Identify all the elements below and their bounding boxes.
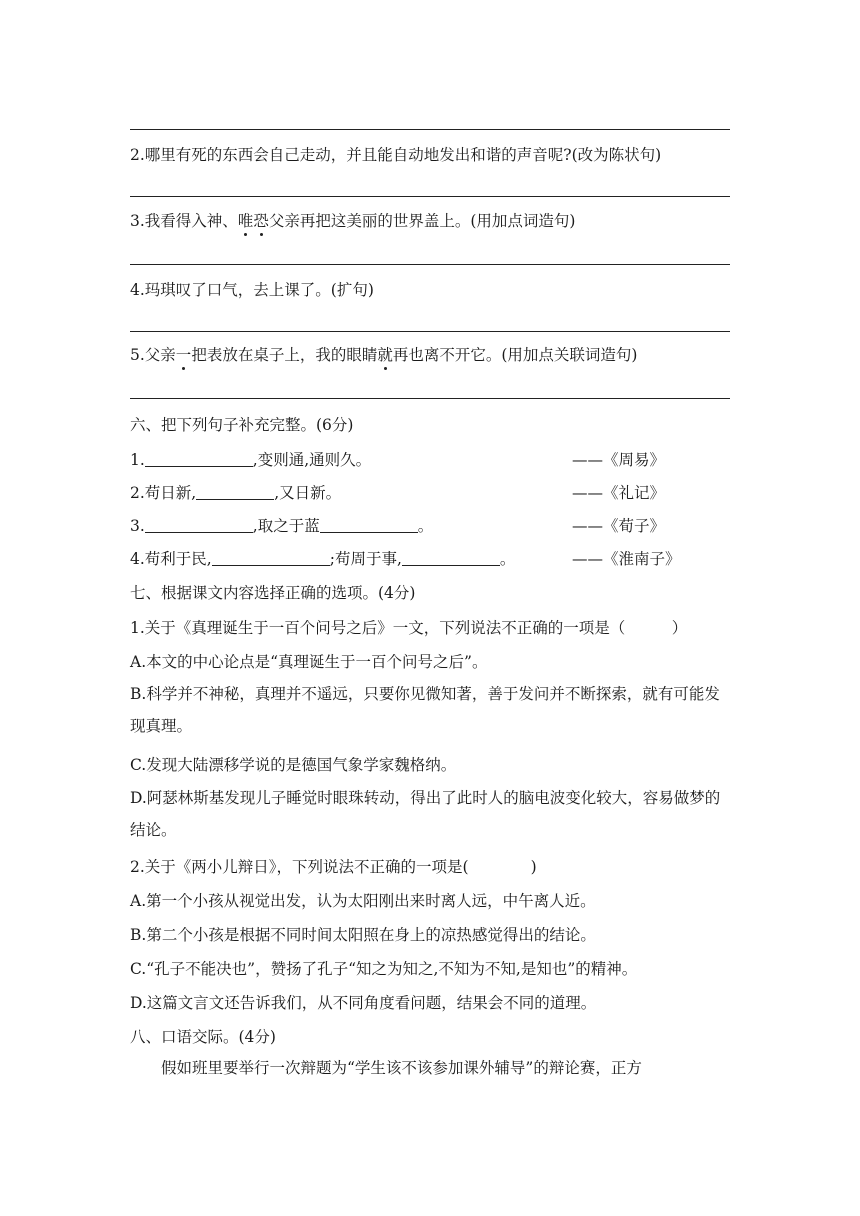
question-2: 2.哪里有死的东西会自己走动，并且能自动地发出和谐的声音呢?(改为陈状句) xyxy=(130,146,662,164)
question-5: 5.父亲一把表放在桌子上，我的眼睛就再也离不开它。(用加点关联词造句) xyxy=(130,346,638,364)
answer-line-4 xyxy=(130,331,730,332)
section-7-title: 七、根据课文内容选择正确的选项。(4分) xyxy=(130,584,416,602)
section-8-title: 八、口语交际。(4分) xyxy=(130,1028,276,1046)
answer-line-1 xyxy=(130,129,730,130)
section-8-paragraph: 假如班里要举行一次辩题为“学生该不该参加课外辅导”的辩论赛，正方 xyxy=(161,1059,642,1077)
choice-question-1: 1.关于《真理诞生于一百个问号之后》一文，下列说法不正确的一项是（ ） xyxy=(130,619,688,637)
dotted-char: 恐 xyxy=(253,212,269,230)
option-2a: A.第一个小孩从视觉出发，认为太阳刚出来时离人远，中午离人近。 xyxy=(130,892,596,910)
answer-line-2 xyxy=(130,196,730,197)
question-3: 3.我看得入神、唯恐父亲再把这美丽的世界盖上。(用加点词造句) xyxy=(130,212,576,230)
blank[interactable] xyxy=(212,549,330,566)
blank[interactable] xyxy=(402,549,500,566)
option-1d: D.阿瑟林斯基发现儿子睡觉时眼珠转动，得出了此时人的脑电波变化较大，容易做梦的结论。 xyxy=(130,789,721,839)
source-zhouyi: ——《周易》 xyxy=(572,451,666,469)
fill-item-1: 1. ,变则通,通则久。 xyxy=(130,451,372,469)
option-2d: D.这篇文言文还告诉我们，从不同角度看问题，结果会不同的道理。 xyxy=(130,994,597,1012)
fill-item-3: 3. ,取之于蓝 。 xyxy=(130,517,434,535)
option-1c: C.发现大陆漂移学说的是德国气象学家魏格纳。 xyxy=(130,756,457,774)
source-huainanzi: ——《淮南子》 xyxy=(572,550,681,568)
answer-line-5 xyxy=(130,398,730,399)
source-xunzi: ——《荀子》 xyxy=(572,517,666,535)
choice-question-2: 2.关于《两小儿辩日》，下列说法不正确的一项是( ) xyxy=(130,858,537,876)
option-1a: A.本文的中心论点是“真理诞生于一百个问号之后”。 xyxy=(130,653,488,671)
dotted-char: 就 xyxy=(377,346,393,364)
blank[interactable] xyxy=(196,483,274,500)
source-liji: ——《礼记》 xyxy=(572,484,666,502)
answer-line-3 xyxy=(130,264,730,265)
fill-item-2: 2.苟日新, ,又日新。 xyxy=(130,484,342,502)
dotted-char: 唯 xyxy=(237,212,254,230)
dotted-char: 一 xyxy=(175,346,192,364)
option-1b: B.科学并不神秘，真理并不遥远，只要你见微知著，善于发问并不断探索，就有可能发现真理。 xyxy=(130,685,720,735)
blank[interactable] xyxy=(320,516,418,533)
blank[interactable] xyxy=(145,516,253,533)
option-2c: C.“孔子不能决也”，赞扬了孔子“知之为知之,不知为不知,是知也”的精神。 xyxy=(130,960,638,978)
fill-item-4: 4.苟利于民, ;苟周于事, 。 xyxy=(130,550,516,568)
blank[interactable] xyxy=(145,450,253,467)
question-4: 4.玛琪叹了口气，去上课了。(扩句) xyxy=(130,281,374,299)
section-6-title: 六、把下列句子补充完整。(6分) xyxy=(130,416,354,434)
option-2b: B.第二个小孩是根据不同时间太阳照在身上的凉热感觉得出的结论。 xyxy=(130,926,596,944)
